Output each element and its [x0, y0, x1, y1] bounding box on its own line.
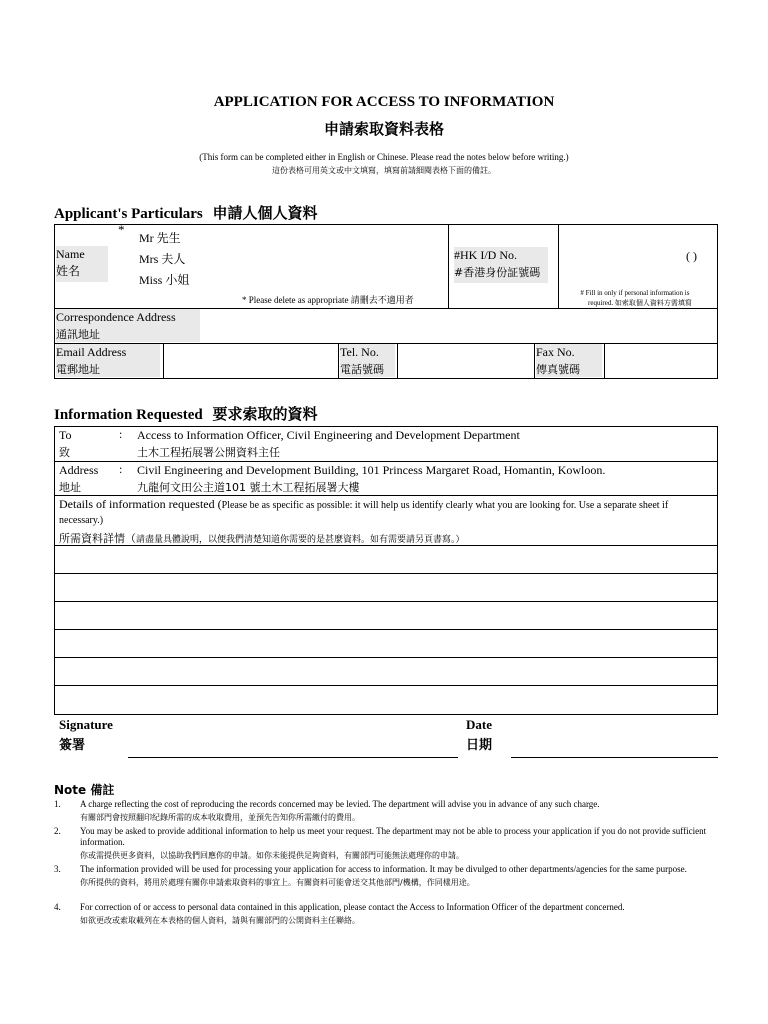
note-3-number: 3.	[54, 864, 61, 874]
details-label-en: Details of information requested (	[59, 497, 222, 511]
details-line-5[interactable]	[56, 659, 716, 684]
dept-address-value-en: Civil Engineering and Development Building, 101 Princess Margaret Road, Homantin, Kowloon.	[137, 463, 606, 477]
fax-label-en: Fax No.	[536, 345, 575, 359]
tel-label-zh: 電話號碼	[340, 363, 384, 376]
title-asterisk: *	[118, 222, 125, 237]
note-2-en: You may be asked to provide additional information to help us meet your request. The department may not be able to process your application if you do not provide sufficient information.	[80, 826, 707, 847]
address-field[interactable]	[204, 310, 714, 342]
details-label-zh-line	[59, 529, 465, 547]
language-note-zh: 這份表格可用英文或中文填寫，填寫前請細閱表格下面的備註。	[272, 166, 496, 175]
address-label-zh: 通訊地址	[56, 328, 100, 341]
language-note: (This form can be completed either in English or Chinese. Please read the notes below before writing.)	[199, 152, 569, 162]
details-hint-zh: 請盡量具體說明，以便我們清楚知道你需要的是甚麼資料。如有需要請另頁書寫。）	[136, 535, 465, 545]
hkid-note-line2: required. 如索取個人資料方需填寫	[588, 299, 692, 307]
fax-field[interactable]	[606, 345, 716, 377]
address-label-en: Correspondence Address	[56, 310, 176, 324]
dept-address-value-zh: 九龍何文田公主道101 號土木工程拓展署大樓	[137, 481, 360, 494]
signature-label	[59, 714, 113, 756]
title-option-mr[interactable]: Mr 先生	[139, 231, 181, 245]
tel-label	[340, 344, 395, 377]
details-label-zh: 所需資料詳情（	[59, 532, 136, 545]
fax-label	[536, 344, 602, 377]
request-heading-zh: 要求索取的資料	[212, 405, 318, 423]
details-hint-en: Please be as specific as possible: it will help us identify clearly what you are looking for. Use a separate sheet if necessary.)	[59, 500, 669, 526]
hkid-label	[454, 247, 548, 283]
hkid-label-en: #HK I/D No.	[454, 248, 517, 262]
hkid-label-zh: #香港身份証號碼	[454, 266, 541, 279]
delete-note: * Please delete as appropriate 請刪去不適用者	[242, 295, 414, 305]
to-value-zh: 土木工程拓展署公開資料主任	[137, 446, 280, 459]
applicant-heading-zh: 申請人個人資料	[212, 204, 318, 222]
dept-address-label	[59, 462, 98, 496]
fax-label-zh: 傳真號碼	[536, 363, 580, 376]
tel-field[interactable]	[399, 345, 532, 377]
form-title: APPLICATION FOR ACCESS TO INFORMATION	[213, 94, 555, 110]
note-3-zh: 你所提供的資料，將用於處理有關你申請索取資料的事宜上。有關資料可能會送交其他部門/機構，作同樣用途。	[80, 878, 475, 887]
hkid-note-line1: # Fill in only if personal information is	[580, 289, 690, 297]
to-colon: :	[119, 427, 123, 441]
note-1	[54, 799, 718, 823]
note-1-number: 1.	[54, 799, 61, 809]
note-2-zh: 你或需提供更多資料，以協助我們回應你的申請。如你未能提供足夠資料，有關部門可能無法處理你的申請。	[80, 851, 464, 860]
tel-label-en: Tel. No.	[340, 345, 379, 359]
email-label-en: Email Address	[56, 345, 127, 359]
name-label-en: Name	[56, 247, 85, 261]
note-4	[54, 902, 718, 926]
date-label	[466, 714, 492, 756]
dept-address-value	[137, 462, 605, 496]
note-1-en: A charge reflecting the cost of reproducing the records concerned may be levied. The department will advise you in advance of any such charge.	[80, 799, 600, 809]
signature-line[interactable]	[128, 757, 458, 758]
signature-label-en: Signature	[59, 717, 113, 732]
date-label-en: Date	[466, 717, 492, 732]
request-heading-en: Information Requested	[54, 407, 203, 423]
request-section-heading	[54, 403, 318, 424]
to-value	[137, 427, 520, 461]
notes-heading: Note 備註	[54, 783, 115, 797]
note-4-zh: 如欲更改或索取載列在本表格的個人資料，請與有關部門的公開資料主任聯絡。	[80, 916, 360, 925]
email-label	[56, 344, 160, 377]
signature-label-zh: 簽署	[59, 738, 86, 753]
note-2-number: 2.	[54, 826, 61, 836]
note-1-zh: 有關部門會按照翻印紀錄所需的成本收取費用，並預先告知你所需繳付的費用。	[80, 813, 360, 822]
to-label-zh: 致	[59, 446, 70, 459]
note-2	[54, 826, 718, 861]
title-option-mrs[interactable]: Mrs 夫人	[139, 252, 186, 266]
to-label-en: To	[59, 428, 72, 442]
email-label-zh: 電郵地址	[56, 363, 100, 376]
date-label-zh: 日期	[466, 738, 493, 753]
hkid-check-digit[interactable]: ( )	[686, 249, 697, 263]
address-label	[56, 309, 200, 342]
form-title-zh: 申請索取資料表格	[323, 120, 444, 138]
name-label	[56, 246, 108, 282]
to-label	[59, 427, 72, 461]
details-line-3[interactable]	[56, 603, 716, 628]
date-line[interactable]	[511, 757, 718, 758]
email-field[interactable]	[165, 345, 336, 377]
details-line-1[interactable]	[56, 547, 716, 572]
to-value-en: Access to Information Officer, Civil Engineering and Development Department	[137, 428, 520, 442]
note-3-en: The information provided will be used for processing your application for access to information. It may be divulged to other departments/agencies for the same purpose.	[80, 864, 687, 874]
details-line-2[interactable]	[56, 575, 716, 600]
applicant-section-heading	[54, 202, 318, 223]
hkid-note	[578, 288, 692, 308]
dept-address-label-zh: 地址	[59, 481, 81, 494]
note-3	[54, 864, 718, 888]
details-label	[59, 497, 709, 527]
title-option-miss[interactable]: Miss 小姐	[139, 273, 190, 287]
note-4-en: For correction of or access to personal data contained in this application, please contact the Access to Information Officer of the department concerned.	[80, 902, 625, 912]
details-line-6[interactable]	[56, 687, 716, 713]
dept-address-label-en: Address	[59, 463, 99, 477]
name-label-zh: 姓名	[56, 264, 81, 278]
note-4-number: 4.	[54, 902, 61, 912]
details-line-4[interactable]	[56, 631, 716, 656]
address-colon: :	[119, 462, 123, 476]
applicant-heading-en: Applicant's Particulars	[54, 206, 203, 222]
